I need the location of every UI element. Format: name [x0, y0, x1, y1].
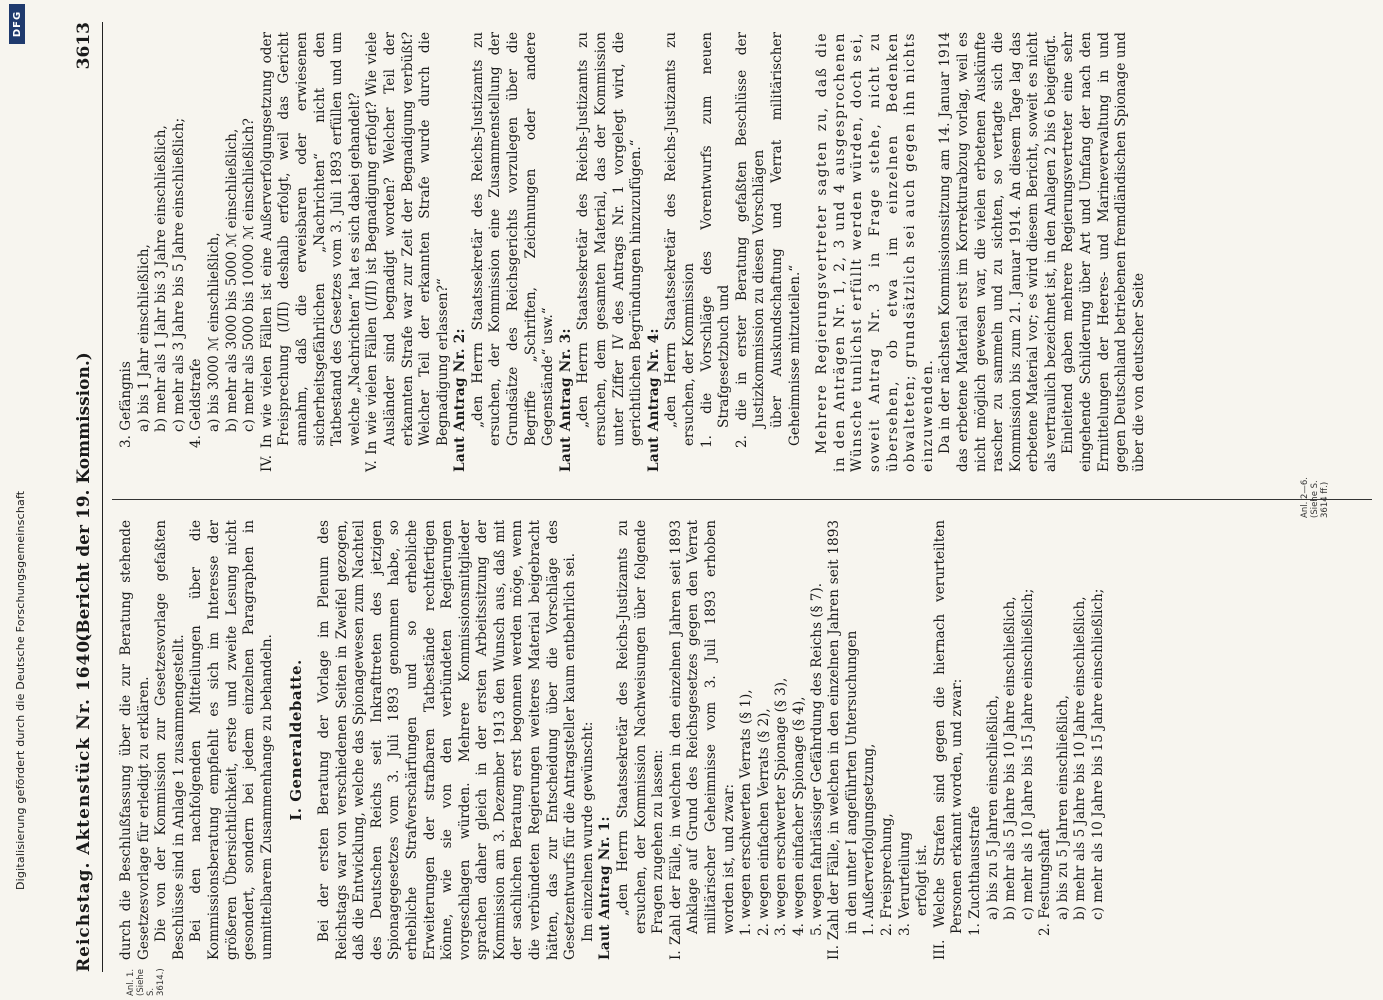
column-divider — [112, 499, 1372, 500]
header-title: Reichstag. Aktenstück Nr. 1640. — [74, 632, 94, 972]
question-item: V. In wie vielen Fällen (I/II) ist Begnadigung erfolgt? Wie viele Ausländer sind begnadigt worden? Welcher Teil der erkannten Strafe war zur Zeit der Begnadigung verbüßt? Welcher Teil der erkannten Strafe wurde durch die Begnadigung erlassen?“ — [364, 32, 451, 472]
header-rule — [102, 22, 103, 972]
list-item: 3. Verurteilung — [896, 831, 913, 936]
antrag-label: Laut Antrag Nr. 4: — [645, 328, 662, 472]
list-item: a) bis 3000 ℳ einschließlich, — [205, 232, 222, 432]
margin-note-right: Anl. 2—6. (Siehe S. 3614 ff.) — [1300, 477, 1330, 518]
list-item: a) bis zu 5 Jahren einschließlich, — [1054, 695, 1071, 920]
list-item: b) mehr als 3000 bis 5000 ℳ einschließlich, — [223, 128, 240, 432]
digitization-credit-strip — [0, 0, 34, 1000]
question-item: II. Zahl der Fälle, in welchen in den einzelnen Jahren seit 1893 in den unter I angeführten Untersuchungen — [826, 520, 860, 960]
page-header — [70, 22, 100, 972]
antrag-text: „den Herrn Staatssekretär des Reichs-Justizamts zu ersuchen, der Kommission — [663, 32, 697, 446]
list-item: 5. wegen fahrlässiger Gefährdung des Reichs (§ 7). — [808, 582, 825, 936]
list-item: c) mehr als 10 Jahre bis 15 Jahre einschließlich; — [1090, 588, 1107, 920]
list-item: 1. Zuchthausstrafe — [966, 805, 983, 936]
list-item: 2. wegen einfachen Verrats (§ 2), — [755, 708, 772, 936]
list-item: 2. die in erster Beratung gefaßten Beschlüsse der Justizkommission zu diesen Vorschlägen — [733, 32, 768, 448]
paragraph: durch die Beschlußfassung über die zur Beratung stehende Gesetzesvorlage für erledigt zu erklären. — [118, 520, 152, 960]
list-item: 4. Geldstrafe — [188, 358, 205, 448]
dfg-logo: DFG — [9, 4, 25, 44]
header-section: (Bericht der 19. Kommission.) — [74, 352, 94, 642]
list-item: a) bis zu 5 Jahren einschließlich, — [984, 695, 1001, 920]
list-item: 3. Gefängnis — [118, 361, 134, 448]
list-item: 2. Freisprechung, — [878, 813, 895, 936]
right-column — [118, 32, 1148, 472]
paragraph: Einleitend gaben mehrere Regierungsvertreter eine sehr eingehende Schilderung über Art und Umfang der nach den Ermittelungen der Heeres- und Marineverwaltung in und gegen Deutschland betriebenen fremdländischen Spionage und über die von deutscher Seite — [1060, 32, 1147, 472]
antrag-text: „den Herrn Staatssekretär des Reichs-Justizamts zu ersuchen, der Kommission Nachweisungen über folgende Fragen zugehen zu lassen: — [615, 520, 667, 934]
list-item: 1. Außerverfolgungsetzung, — [861, 743, 878, 936]
dfg-credit-text: Digitalisierung gefördert durch die Deutsche Forschungsgemeinschaft — [14, 490, 27, 890]
left-column — [118, 520, 1108, 960]
list-item: a) bis 1 Jahr einschließlich, — [135, 244, 152, 432]
question-item: IV. In wie vielen Fällen ist eine Außerverfolgungsetzung oder Freisprechung (I/II) deshalb erfolgt, weil das Gericht annahm, daß die erweisbaren oder erwiesenen sicherheitsgefährlichen „Nachrichten“ nicht den Tatbestand des Gesetzes vom 3. Juli 1893 erfüllen und um welche „Nachrichten“ hat es sich dabei gehandelt? — [258, 32, 363, 472]
section-heading: I. Generaldebatte. — [287, 659, 306, 821]
list-item: b) mehr als 5 Jahre bis 10 Jahre einschließlich, — [1002, 596, 1019, 920]
paragraph: Da in der nächsten Kommissionssitzung am 14. Januar 1914 das erbetene Material erst im Korrekturabzug vorlag, weil es nicht möglich gewesen war, die vielen erbetenen Auskünfte rascher zu sammeln und zu sichten, so vertagte sich die Kommission bis zum 21. Januar 1914. An diesem Tage lag das erbetene Material vor; es wird diesem Bericht, soweit es nicht als vertraulich bezeichnet ist, in den Anlagen 2 bis 6 beigefügt. — [937, 32, 1059, 472]
list-item: b) mehr als 5 Jahre bis 10 Jahre einschließlich, — [1072, 596, 1089, 920]
antrag-text: „den Herrn Staatssekretär des Reichs-Justizamts zu ersuchen, der Kommission eine Zusammenstellung der Grundsätze des Reichsgerichts vorzulegen über die Begriffe „Schriften, Zeichnungen oder andere Gegenstände“ usw.“ — [469, 32, 557, 446]
antrag-text: „den Herrn Staatssekretär des Reichs-Justizamts zu ersuchen, dem gesamten Material, das der Kommission unter Ziffer IV des Antrags Nr. 1 vorgelegt wird, die gerichtlichen Begründungen hinzuzufügen.“ — [575, 32, 645, 446]
paragraph: Im einzelnen wurde gewünscht: — [579, 721, 596, 942]
antrag-label: Laut Antrag Nr. 2: — [452, 328, 469, 472]
antrag-label: Laut Antrag Nr. 1: — [597, 816, 614, 960]
paragraph: Die von der Kommission zur Gesetzesvorlage gefaßten Beschlüsse sind in Anlage 1 zusammengestellt. — [153, 520, 187, 960]
list-item: 2. Festungshaft — [1037, 828, 1054, 936]
question-item: III. Welche Strafen sind gegen die hiernach verurteilten Personen erkannt worden, und zwar: — [931, 520, 966, 960]
paragraph: Mehrere Regierungsvertreter sagten zu, daß die in den Anträgen Nr. 1, 2, 3 und 4 ausgesprochenen Wünsche tunlichst erfüllt werden würden, doch sei, soweit Antrag Nr. 3 in Frage stehe, nicht zu übersehen, ob etwa im einzelnen Bedenken obwalteten; grundsätzlich sei auch gegen ihn nichts einzuwenden. — [814, 32, 936, 472]
list-item: c) mehr als 10 Jahre bis 15 Jahre einschließlich; — [1019, 588, 1036, 920]
antrag-label: Laut Antrag Nr. 3: — [557, 328, 574, 472]
list-item: c) mehr als 3 Jahre bis 5 Jahre einschließlich; — [170, 117, 187, 432]
paragraph: Bei der ersten Beratung der Vorlage im Plenum des Reichstags war von verschiedenen Seiten in Zweifel gezogen, daß die Entwicklung, welche das Spionagewesen zum Nachteil des Deutschen Reichs seit Inkrafttreten des jetzigen Spionagegesetzes vom 3. Juli 1893 genommen habe, so erhebliche Strafverschärfungen und so erhebliche Erweiterungen der strafbaren Tatbestände rechtfertigen könne, wie sie von den verbündeten Regierungen vorgeschlagen würden. Mehrere Kommissionsmitglieder sprachen daher gleich in der ersten Arbeitssitzung der Kommission am 3. Dezember 1913 den Wunsch aus, daß mit der sachlichen Beratung erst begonnen werden möge, wenn die verbündeten Regierungen weiteres Material beigebracht hätten, das zur Entscheidung über die Vorschläge des Gesetzentwurfs für die Antragsteller kaum entbehrlich sei. — [315, 520, 579, 960]
list-end: erfolgt ist. — [914, 844, 931, 916]
margin-note-left: Anl. 1. (Siehe S. 3614.) — [126, 968, 166, 996]
page-number: 3613 — [74, 22, 94, 70]
list-item: b) mehr als 1 Jahr bis 3 Jahre einschließlich, — [153, 125, 170, 432]
list-item: 3. wegen erschwerter Spionage (§ 3), — [773, 677, 790, 936]
question-item: I. Zahl der Fälle, in welchen in den einzelnen Jahren seit 1893 Anklage auf Grund des Reichsgesetzes gegen den Verrat militärischer Geheimnisse vom 3. Juli 1893 erhoben worden ist, und zwar: — [667, 520, 737, 960]
list-item: c) mehr als 5000 bis 10000 ℳ einschließlich? — [241, 118, 258, 432]
list-item: 1. die Vorschläge des Vorentwurfs zum neuen Strafgesetzbuch und — [698, 32, 733, 448]
list-item: 4. wegen einfacher Spionage (§ 4), — [790, 696, 807, 936]
paragraph: Bei den nachfolgenden Mitteilungen über die Kommissionsberatung empfiehlt es sich im Interesse der größeren Übersichtlichkeit, erste und zweite Lesung nicht gesondert, sondern bei jedem einzelnen Paragraphen in unmittelbarem Zusammenhange zu behandeln. — [188, 520, 275, 960]
antrag-text: über Auskundschaftung und Verrat militärischer Geheimnisse mitzuteilen.“ — [768, 32, 803, 446]
list-item: 1. wegen erschwerten Verrats (§ 1), — [738, 689, 755, 936]
